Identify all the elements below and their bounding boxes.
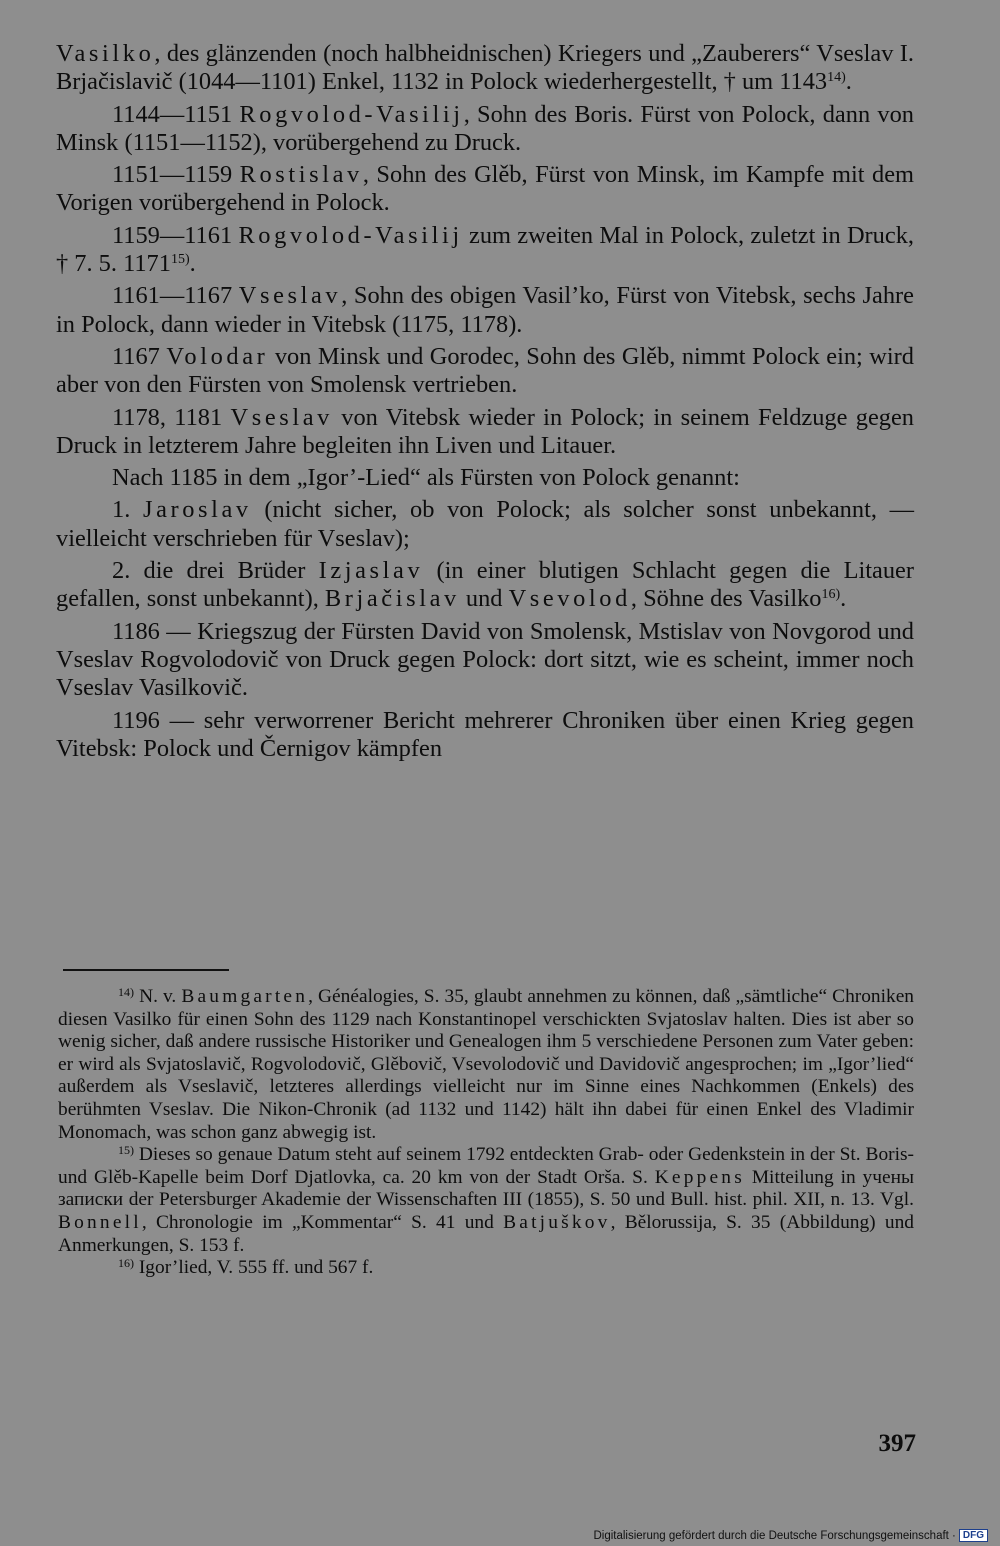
footnote-reference: 15)	[118, 1143, 134, 1158]
paragraph	[56, 343, 914, 400]
dfg-logo: DFG	[959, 1529, 988, 1542]
text-run: 1196 — sehr verworrener Bericht mehrerer Chroniken über einen Krieg gegen Vitebsk: Polock und Černigov kämpfen	[56, 706, 914, 762]
footer-text: Digitalisierung gefördert durch die Deutsche Forschungsgemeinschaft ·	[593, 1529, 956, 1542]
spaced-name: Batjuškov	[503, 1211, 611, 1233]
text-run: , Bělorussija, S. 35 (Abbildung) und Anmerkungen, S. 153 f.	[58, 1211, 914, 1256]
text-run: Dieses so genaue Datum steht auf seinem 1792 entdeckten Grab- oder Gedenkstein in der St. Boris- und Glěb-Kapelle beim Dorf Djatlovka, ca. 20 km von der Stadt Orša. S.	[58, 1144, 914, 1188]
text-run: N. v.	[134, 986, 182, 1007]
text-run: 1178, 1181	[112, 403, 231, 431]
spaced-name: Izjaslav	[318, 557, 424, 585]
footnote	[58, 986, 914, 1144]
spaced-name: Volodar	[166, 342, 269, 370]
text-run: , Sohn des obigen Vasil’ko, Fürst von Vitebsk, sechs Jahre in Polock, dann wieder in Vitebsk (1175, 1178).	[56, 282, 914, 338]
spaced-name: Brjačislav	[324, 585, 460, 613]
spaced-name: Rogvolod-Vasilij	[238, 221, 463, 249]
text-run: Igor’lied, V. 555 ff. und 567 f.	[134, 1257, 374, 1279]
text-run: Mitteilung in учены записки der Petersburger Akademie der Wissenschaften III (1855), S. 50 und Bull. hist. phil. XII, n. 13. Vgl.	[58, 1166, 914, 1211]
text-run: , Généalogies, S. 35, glaubt annehmen zu können, daß „sämtliche“ Chroniken diesen Vasilko für einen Sohn des 1129 nach Konstantinopel verschickten Svjatoslav halten. Dies ist aber so wenig sicher, daß andere russische Historiker und Genealogen ihm 5 verschiedene Personen zum Vater geben: er wird als Svjatoslavič, Rogvolodovič, Glěbovič, Vsevolodovič und Davidovič angesprochen; im „Igor’lied“ außerdem als Vseslavič, letzteres allerdings vielleicht nur im Sinne eines Nachkommen (Enkels) des berühmten Vseslav. Die Nikon-Chronik (ad 1132 und 1142) hält ihn dabei für einen Enkel des Vladimir Monomach, was schon ganz abwegig ist.	[58, 986, 915, 1143]
page-number: 397	[878, 1430, 916, 1457]
paragraph	[56, 707, 914, 764]
text-run: 1159—1161	[112, 221, 239, 249]
footnote-reference: 15)	[170, 252, 190, 268]
text-run: .	[840, 585, 847, 613]
text-run: , Sohn des Glěb, Fürst von Minsk, im Kampfe mit dem Vorigen vorübergehend in Polock.	[56, 161, 914, 217]
main-text	[56, 40, 914, 763]
text-run: (nicht sicher, ob von Polock; als solcher sonst unbekannt, — vielleicht verschrieben für Vseslav);	[56, 496, 915, 552]
text-run: 1186 — Kriegszug der Fürsten David von Smolensk, Mstislav von Novgorod und Vseslav Rogvolodovič von Druck gegen Polock: dort sitzt, wie es scheint, immer noch Vseslav Vasilkovič.	[56, 617, 914, 702]
text-run: und	[459, 585, 509, 613]
footnote-separator	[63, 969, 229, 971]
footnotes	[58, 986, 914, 1280]
footnote	[58, 1144, 914, 1257]
spaced-name: Vsevolod	[508, 585, 631, 613]
text-run: 1.	[112, 496, 143, 524]
text-run: 1161—1167	[112, 282, 239, 310]
spaced-name: Vseslav	[230, 403, 333, 431]
spaced-name: Baumgarten	[181, 986, 309, 1007]
footnote-reference: 16)	[118, 1256, 134, 1271]
paragraph	[56, 404, 914, 461]
spaced-name: Rostislav	[239, 161, 363, 189]
text-run: 1151—1159	[112, 161, 240, 189]
text-run: von Minsk und Gorodec, Sohn des Glěb, nimmt Polock ein; wird aber von den Fürsten von Smolensk vertrieben.	[56, 342, 914, 399]
text-run: 1144—1151	[112, 100, 240, 128]
text-run: , Chronologie im „Kommentar“ S. 41 und	[141, 1211, 504, 1233]
text-run: von Vitebsk wieder in Polock; in seinem Feldzuge gegen Druck in letzterem Jahre begleiten ihn Liven und Litauer.	[56, 403, 915, 459]
footnote	[58, 1257, 914, 1280]
spaced-name: Keppens	[654, 1166, 745, 1188]
spaced-name: Rogvolod-Vasilij	[239, 100, 464, 128]
text-run: 2. die drei Brüder	[112, 557, 319, 585]
paragraph	[56, 464, 914, 492]
footnote-reference: 14)	[118, 985, 134, 999]
text-run: (in einer blutigen Schlacht gegen die Litauer gefallen, sonst unbekannt),	[56, 557, 914, 613]
digitization-footer	[593, 1529, 988, 1542]
spaced-name: Vseslav	[238, 282, 342, 310]
paragraph	[56, 496, 914, 553]
paragraph	[56, 557, 914, 614]
text-run: .	[189, 250, 196, 278]
text-run: , Sohn des Boris. Fürst von Polock, dann von Minsk (1151—1152), vorübergehend zu Druck.	[56, 100, 914, 156]
text-run: .	[845, 68, 852, 96]
paragraph	[56, 282, 914, 339]
spaced-name: Vasilko	[56, 40, 155, 67]
paragraph	[56, 222, 914, 279]
paragraph	[56, 618, 914, 703]
paragraph	[56, 40, 914, 97]
paragraph	[56, 101, 914, 158]
footnote-reference: 16)	[821, 587, 841, 603]
footnote-reference: 14)	[827, 70, 846, 86]
text-run: , Söhne des Vasilko	[630, 585, 822, 613]
text-run: zum zweiten Mal in Polock, zuletzt in Druck, † 7. 5. 1171	[56, 221, 914, 278]
paragraph	[56, 161, 914, 218]
spaced-name: Jaroslav	[142, 496, 252, 524]
text-run: Nach 1185 in dem „Igor’-Lied“ als Fürsten von Polock genannt:	[112, 464, 740, 492]
text-run: 1167	[112, 342, 167, 370]
text-run: , des glänzenden (noch halbheidnischen) Kriegers und „Zauberers“ Vseslav I. Brjačislavič (1044—1101) Enkel, 1132 in Polock wiederhergestellt, † um 1143	[56, 40, 914, 96]
spaced-name: Bonnell	[58, 1211, 142, 1233]
